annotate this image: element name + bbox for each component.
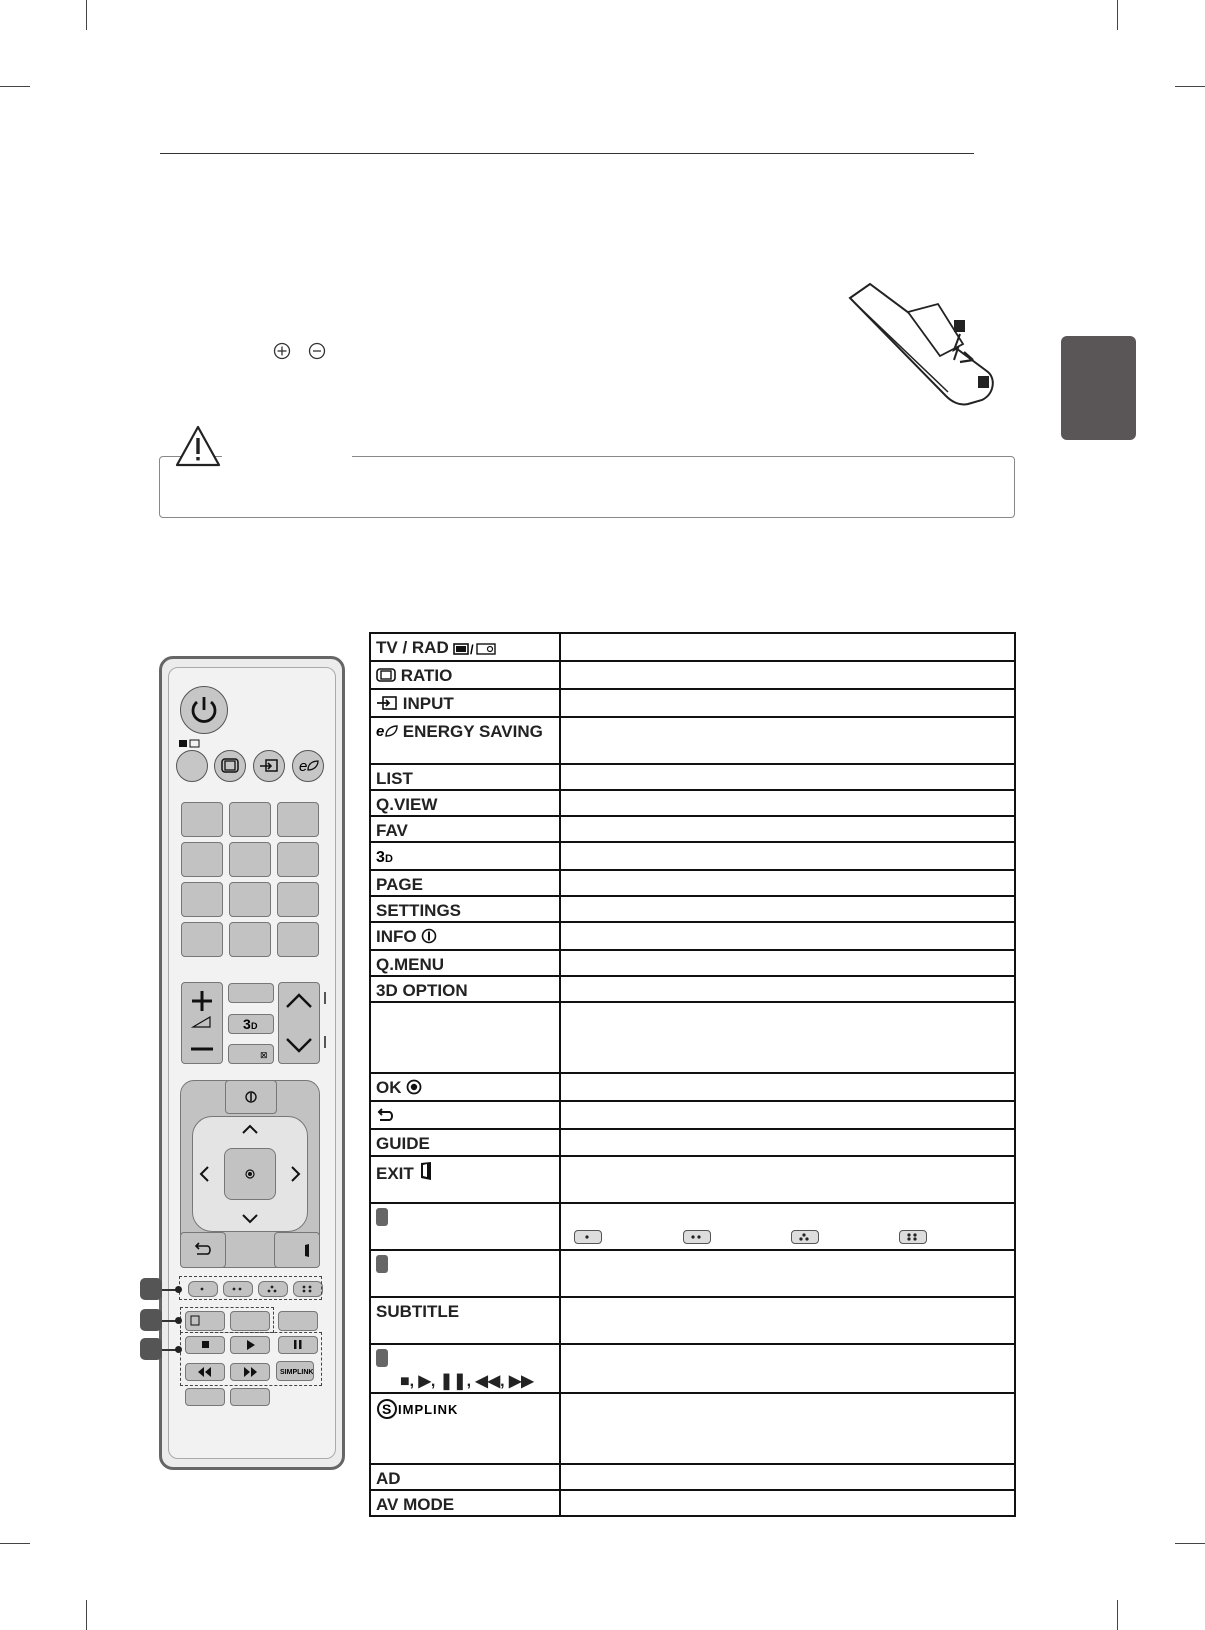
key-description-cell	[560, 1129, 1015, 1156]
key-row	[370, 764, 1015, 790]
energy-saving-button[interactable]	[292, 750, 324, 782]
callout-dot	[175, 1346, 182, 1353]
minus-polarity-icon	[308, 342, 326, 365]
transport-group	[180, 1332, 322, 1386]
ratio-icon	[376, 667, 396, 688]
key-row	[370, 790, 1015, 816]
crop-mark	[1117, 0, 1118, 30]
tv-radio-icon	[453, 640, 497, 660]
key-name: 3D OPTION	[376, 981, 468, 1000]
tv-rad-button[interactable]	[176, 750, 208, 782]
exit-icon	[419, 1161, 433, 1186]
language-tab	[1061, 336, 1136, 440]
remote-keys-table	[369, 632, 1016, 1517]
page-key[interactable]	[228, 983, 274, 1003]
key-name-cell	[370, 661, 560, 689]
caution-box	[159, 456, 1015, 518]
key-name-cell	[370, 922, 560, 950]
key-name-cell	[370, 1250, 560, 1297]
key-row	[370, 633, 1015, 661]
ok-icon	[406, 1079, 422, 1100]
key-name: GUIDE	[376, 1134, 430, 1153]
crop-mark	[1117, 1600, 1118, 1630]
key-description-cell	[560, 1156, 1015, 1203]
key-row	[370, 689, 1015, 717]
key-description-cell	[560, 1002, 1015, 1073]
key-description-cell	[560, 661, 1015, 689]
key-name-cell	[370, 764, 560, 790]
key-name: OK	[376, 1078, 402, 1097]
key-name: TV / RAD	[376, 638, 449, 657]
key-name: PAGE	[376, 875, 423, 894]
number-key[interactable]	[277, 842, 319, 877]
key-name: Q.MENU	[376, 955, 444, 974]
crop-mark	[0, 1543, 30, 1544]
back-key[interactable]	[180, 1232, 226, 1268]
channel-rocker[interactable]	[278, 982, 320, 1064]
key-row	[370, 922, 1015, 950]
svg-text:e: e	[376, 723, 385, 739]
volume-rocker[interactable]	[181, 982, 223, 1064]
key-description-cell	[560, 896, 1015, 922]
key-name: Q.VIEW	[376, 795, 438, 814]
key-description-cell	[560, 1344, 1015, 1393]
teletext-group	[180, 1307, 274, 1333]
callout-dot	[175, 1317, 182, 1324]
transport-keys: ■, ▶, ❚❚, ◀◀, ▶▶	[400, 1373, 534, 1390]
number-key[interactable]	[181, 842, 223, 877]
key-name-cell	[370, 1490, 560, 1516]
key-description-cell	[560, 816, 1015, 842]
av-mode-key[interactable]	[230, 1388, 270, 1406]
number-key[interactable]	[277, 802, 319, 837]
key-description-cell	[560, 1250, 1015, 1297]
crop-mark	[1175, 86, 1205, 87]
number-key[interactable]	[229, 842, 271, 877]
key-name-cell	[370, 1002, 560, 1073]
svg-text:D: D	[385, 853, 393, 864]
key-name: FAV	[376, 821, 408, 840]
key-name-cell	[370, 1073, 560, 1101]
key-row	[370, 1490, 1015, 1516]
key-name-cell	[370, 816, 560, 842]
number-key[interactable]	[181, 882, 223, 917]
color-key-icon	[899, 1230, 927, 1244]
battery-cover-illustration	[848, 282, 998, 407]
key-description-cell	[560, 1464, 1015, 1490]
key-description-cell	[560, 1101, 1015, 1129]
key-name-cell	[370, 1393, 560, 1464]
svg-text:/: /	[470, 642, 475, 655]
color-key-icon	[791, 1230, 819, 1244]
key-description-cell	[560, 950, 1015, 976]
key-description-cell	[560, 717, 1015, 764]
key-row	[370, 1073, 1015, 1101]
plus-polarity-icon	[273, 342, 291, 365]
key-description-cell	[560, 976, 1015, 1002]
callout-block	[376, 1349, 388, 1372]
simplink-logo	[376, 1398, 472, 1425]
key-name: SUBTITLE	[376, 1302, 460, 1321]
key-name-cell	[370, 950, 560, 976]
3d-icon	[376, 848, 396, 869]
key-name: INPUT	[402, 694, 454, 713]
mute-key[interactable]	[228, 1044, 274, 1064]
key-description-cell	[560, 1393, 1015, 1464]
key-description-cell	[560, 1073, 1015, 1101]
key-description-cell	[560, 1203, 1015, 1250]
key-row	[370, 1297, 1015, 1344]
key-description-cell	[560, 689, 1015, 717]
key-row	[370, 1250, 1015, 1297]
key-name-cell	[370, 689, 560, 717]
crop-mark	[86, 1600, 87, 1630]
key-row	[370, 717, 1015, 764]
svg-text:IMPLINK: IMPLINK	[398, 1402, 459, 1417]
number-key[interactable]	[277, 882, 319, 917]
number-key[interactable]	[229, 802, 271, 837]
key-row	[370, 1129, 1015, 1156]
callout-marker	[140, 1309, 162, 1331]
svg-text:3: 3	[243, 1016, 251, 1032]
key-row	[370, 976, 1015, 1002]
ratio-button[interactable]	[214, 750, 246, 782]
header-rule	[160, 153, 974, 154]
info-key[interactable]	[225, 1080, 277, 1114]
key-name: AD	[376, 1469, 401, 1488]
key-name-cell	[370, 1203, 560, 1250]
crop-mark	[1175, 1543, 1205, 1544]
color-keys-group	[179, 1276, 322, 1300]
key-description-cell	[560, 1297, 1015, 1344]
ad-key[interactable]	[185, 1388, 225, 1406]
key-row	[370, 842, 1015, 870]
crop-mark	[86, 0, 87, 30]
svg-text:3: 3	[376, 849, 385, 864]
key-description-cell	[560, 870, 1015, 896]
function-key[interactable]	[278, 1311, 318, 1331]
key-row	[370, 816, 1015, 842]
key-description-cell	[560, 1490, 1015, 1516]
back-icon	[376, 1107, 394, 1128]
info-icon	[421, 928, 437, 949]
energy-saving-icon	[376, 723, 398, 744]
key-name-cell	[370, 1101, 560, 1129]
key-row	[370, 1393, 1015, 1464]
key-name-cell	[370, 633, 560, 661]
key-name-cell	[370, 1156, 560, 1203]
key-row	[370, 1464, 1015, 1490]
key-row	[370, 896, 1015, 922]
callout-block	[376, 1255, 388, 1278]
svg-text:D: D	[251, 1021, 258, 1031]
key-name-cell	[370, 842, 560, 870]
svg-text:e: e	[299, 758, 308, 775]
key-row	[370, 661, 1015, 689]
key-description-cell	[560, 633, 1015, 661]
3d-key[interactable]	[228, 1014, 274, 1034]
key-name-cell	[370, 1464, 560, 1490]
number-key[interactable]	[229, 922, 271, 957]
key-name: AV MODE	[376, 1495, 455, 1514]
key-name-cell	[370, 1129, 560, 1156]
callout-block	[376, 1208, 388, 1231]
callout-marker	[140, 1338, 162, 1360]
key-name: INFO	[376, 927, 417, 946]
key-row	[370, 1344, 1015, 1393]
key-name-cell	[370, 870, 560, 896]
key-name-cell	[370, 1344, 560, 1393]
color-key-icon	[683, 1230, 711, 1244]
key-row	[370, 1002, 1015, 1073]
warning-icon	[174, 424, 222, 468]
number-key[interactable]	[229, 882, 271, 917]
color-key-icon	[574, 1230, 602, 1244]
input-button[interactable]	[253, 750, 285, 782]
key-description-cell	[560, 922, 1015, 950]
key-name: LIST	[376, 769, 413, 788]
input-icon	[376, 695, 398, 716]
key-row	[370, 1101, 1015, 1129]
exit-key[interactable]	[274, 1232, 320, 1268]
callout-marker	[140, 1278, 162, 1300]
number-key[interactable]	[181, 802, 223, 837]
key-name-cell	[370, 896, 560, 922]
svg-text:S: S	[382, 1401, 392, 1417]
key-name-cell	[370, 1297, 560, 1344]
key-description-cell	[560, 790, 1015, 816]
ok-key[interactable]	[224, 1148, 276, 1200]
key-name: EXIT	[376, 1164, 414, 1183]
key-name: ENERGY SAVING	[402, 722, 543, 741]
key-row	[370, 950, 1015, 976]
key-row	[370, 1203, 1015, 1250]
svg-text:SIMPLINK: SIMPLINK	[280, 1369, 313, 1376]
callout-dot	[175, 1286, 182, 1293]
key-name-cell	[370, 976, 560, 1002]
key-row	[370, 1156, 1015, 1203]
number-key[interactable]	[277, 922, 319, 957]
key-description-cell	[560, 842, 1015, 870]
key-description-cell	[560, 764, 1015, 790]
svg-text:⊠: ⊠	[260, 1050, 268, 1060]
key-name-cell	[370, 717, 560, 764]
power-button[interactable]	[180, 686, 228, 734]
key-name-cell	[370, 790, 560, 816]
key-name: RATIO	[400, 666, 453, 685]
key-name: SETTINGS	[376, 901, 462, 920]
number-key[interactable]	[181, 922, 223, 957]
crop-mark	[0, 86, 30, 87]
key-row	[370, 870, 1015, 896]
